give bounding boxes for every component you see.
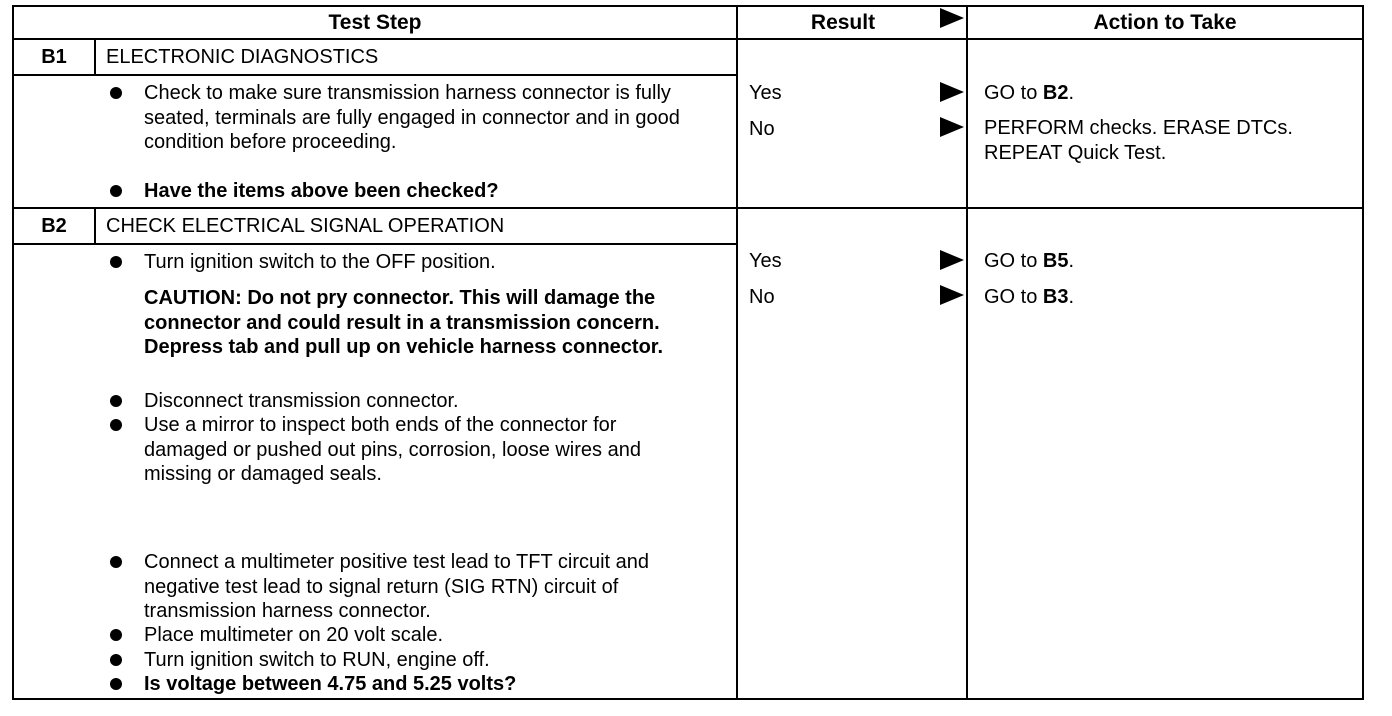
bullet-icon <box>110 256 122 268</box>
bullet-icon <box>110 678 122 690</box>
table-right-border <box>1362 5 1364 700</box>
b2-no-arrow-icon <box>940 285 964 305</box>
header-result: Result <box>810 10 876 34</box>
b1-id-divider <box>94 38 96 76</box>
bullet-icon <box>110 654 122 666</box>
step-title-b2: CHECK ELECTRICAL SIGNAL OPERATION <box>106 215 505 237</box>
bullet-icon <box>110 556 122 568</box>
b2-action-no: GO to B3. <box>984 286 1075 308</box>
b2-title-bottom-border <box>12 243 738 245</box>
b2-item-1: Turn ignition switch to the OFF position. <box>144 251 496 273</box>
header-test-step: Test Step <box>328 10 422 34</box>
b1-action-no: PERFORM checks. ERASE DTCs. REPEAT Quick Test. <box>984 117 1293 164</box>
b1-title-bottom-border <box>12 74 738 76</box>
step-id-b1: B1 <box>41 46 67 68</box>
header-arrow-icon <box>940 8 964 28</box>
b2-action-yes-ref: B5 <box>1042 250 1069 272</box>
action-column-divider <box>966 5 968 700</box>
b2-item-4: Use a mirror to inspect both ends of the connector for damaged or pushed out pins, corrosion, loose wires and missing or damaged seals. <box>144 414 641 485</box>
b1-b2-separator <box>12 207 1364 209</box>
b2-item-7: Turn ignition switch to RUN, engine off. <box>144 649 490 671</box>
b1-item-2: Have the items above been checked? <box>144 180 499 202</box>
b2-item-8: Is voltage between 4.75 and 5.25 volts? <box>144 673 517 695</box>
b1-action-yes: GO to B2. <box>984 82 1075 104</box>
b2-item-6: Place multimeter on 20 volt scale. <box>144 624 444 646</box>
b2-id-divider <box>94 207 96 245</box>
b2-item-5: Connect a multimeter positive test lead to TFT circuit and negative test lead to signal return (SIG RTN) circuit of transmission harness connector. <box>144 551 650 622</box>
table-left-border <box>12 5 14 700</box>
b1-result-no: No <box>749 118 775 140</box>
b2-yes-arrow-icon <box>940 250 964 270</box>
bullet-icon <box>110 87 122 99</box>
b1-result-yes: Yes <box>749 82 782 104</box>
b2-result-yes: Yes <box>749 250 782 272</box>
b1-item-1: Check to make sure transmission harness connector is fully seated, terminals are fully engaged in connector and in good condition before proceeding. <box>144 82 680 153</box>
bullet-icon <box>110 395 122 407</box>
b2-item-3: Disconnect transmission connector. <box>144 390 459 412</box>
result-column-divider <box>736 5 738 700</box>
b2-action-yes: GO to B5. <box>984 250 1075 272</box>
b1-action-yes-ref: B2 <box>1042 82 1069 104</box>
b2-result-no: No <box>749 286 775 308</box>
bullet-icon <box>110 629 122 641</box>
step-id-b2: B2 <box>41 215 67 237</box>
bullet-icon <box>110 419 122 431</box>
b1-yes-arrow-icon <box>940 82 964 102</box>
b1-no-arrow-icon <box>940 117 964 137</box>
b2-action-no-ref: B3 <box>1042 286 1069 308</box>
table-bottom-border <box>12 698 1364 700</box>
header-action: Action to Take <box>1093 10 1237 34</box>
bullet-icon <box>110 185 122 197</box>
step-title-b1: ELECTRONIC DIAGNOSTICS <box>106 46 379 68</box>
b2-caution: CAUTION: Do not pry connector. This will damage the connector and could result in a transmission concern. Depress tab and pull up on vehicle harness connector. <box>144 287 664 358</box>
